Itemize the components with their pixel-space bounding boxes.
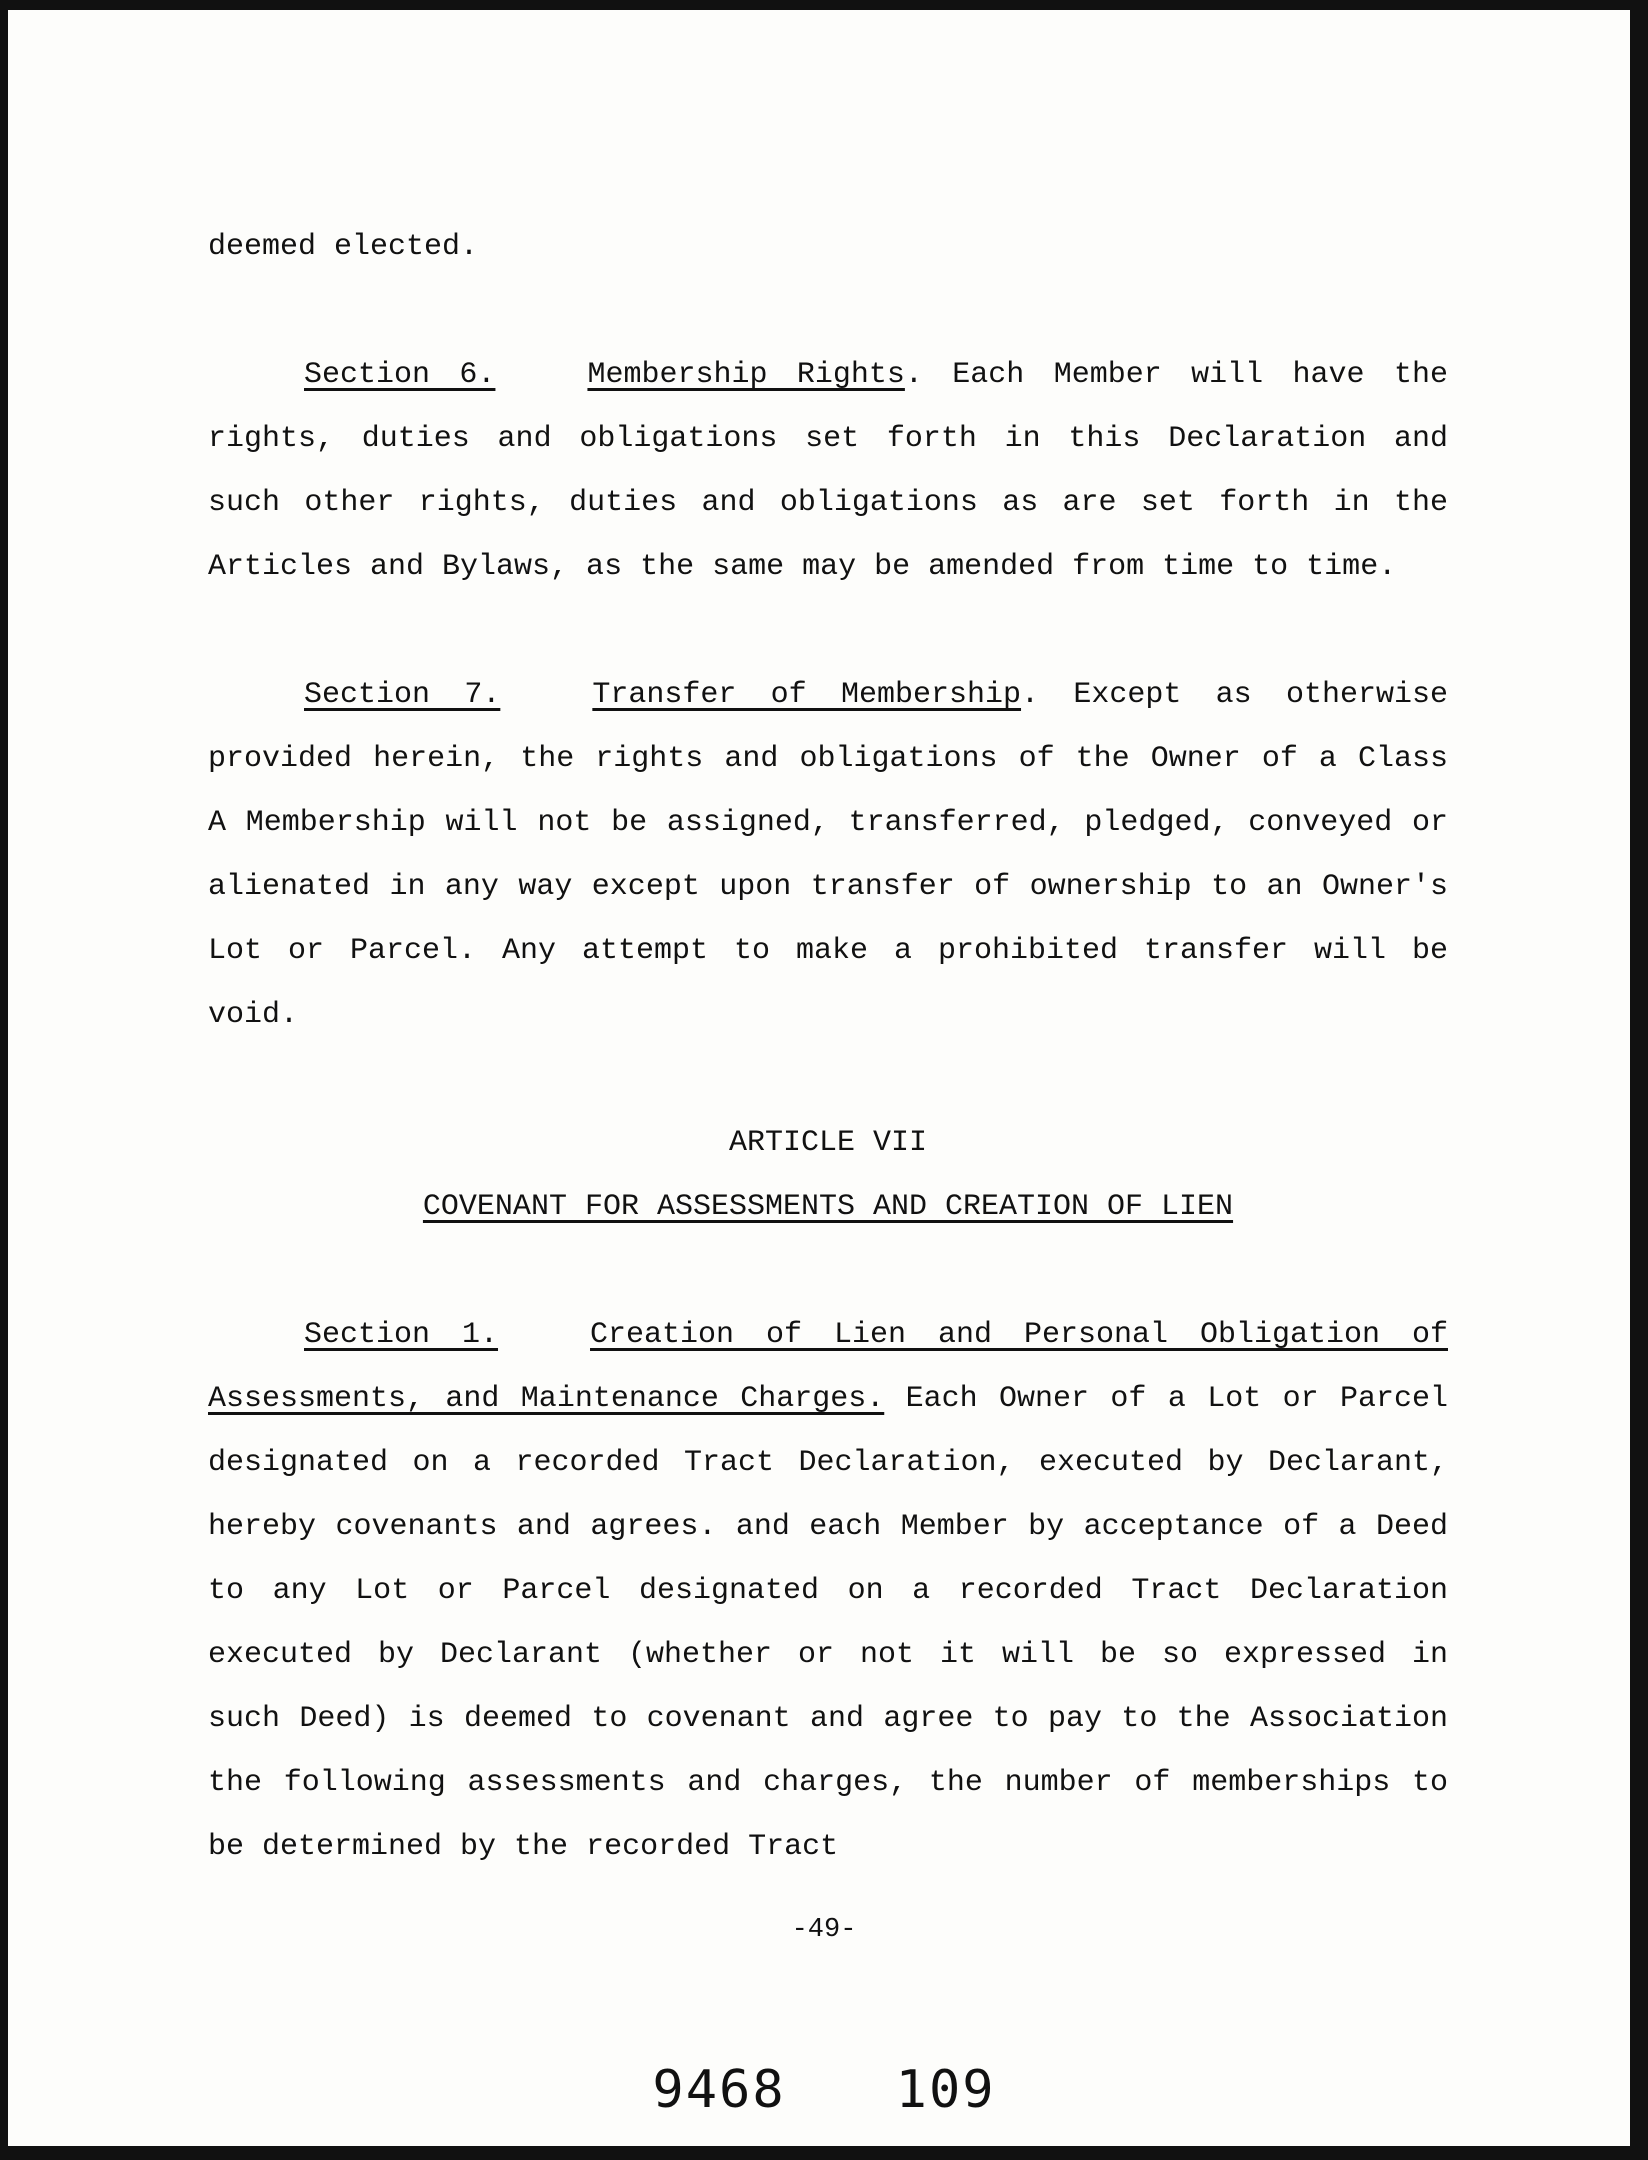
section-7-number: Section 7. [304, 678, 501, 712]
page-number: -49- [791, 1915, 857, 1945]
document-page [8, 10, 1630, 2146]
carryover-line: deemed elected. [208, 230, 479, 264]
section-7-body: . Except as otherwise provided herein, the rights and obligations of the Owner of a Class A Membership will not be assigned, transferred, pledged, conveyed or alienated in any way except upon transfer of ownership to an Owner's Lot or Parcel. Any attempt to make a prohibited transfer will be void. [208, 678, 1449, 1032]
section-6-body: . Each Member will have the rights, duties and obligations set forth in this Declaration and such other rights, duties and obligations as are set forth in the Articles and Bylaws, as the same may be amended from time to time. [208, 358, 1448, 584]
section-1-paragraph [208, 1303, 1448, 1879]
section-6-paragraph [208, 343, 1448, 599]
section-1-body: Each Owner of a Lot or Parcel designated on a recorded Tract Declaration, executed by Declarant, hereby covenants and agrees. and each Member by acceptance of a Deed to any Lot or Parcel designated on a recorded Tract Declaration executed by Declarant (whether or not it will be so expressed in such Deed) is deemed to covenant and agree to pay to the Association the following assessments and charges, the number of memberships to be determined by the recorded Tract [208, 1382, 1448, 1864]
article-heading: ARTICLE VII [728, 1126, 928, 1160]
section-7-paragraph [208, 663, 1448, 1047]
section-6-title: Membership Rights [587, 358, 905, 392]
section-1-number: Section 1. [304, 1318, 499, 1352]
section-7-title: Transfer of Membership [592, 678, 1022, 712]
article-title: COVENANT FOR ASSESSMENTS AND CREATION OF LIEN [422, 1190, 1234, 1224]
section-6-number: Section 6. [304, 358, 496, 392]
recording-number [0, 2060, 1648, 2120]
section-1-title: Creation of Lien and Personal Obligation of Assessments, and Maintenance Charges. [208, 1318, 1448, 1416]
document-body [208, 215, 1448, 1879]
recording-page: 109 [895, 2060, 996, 2120]
recording-book: 9468 [652, 2060, 786, 2120]
